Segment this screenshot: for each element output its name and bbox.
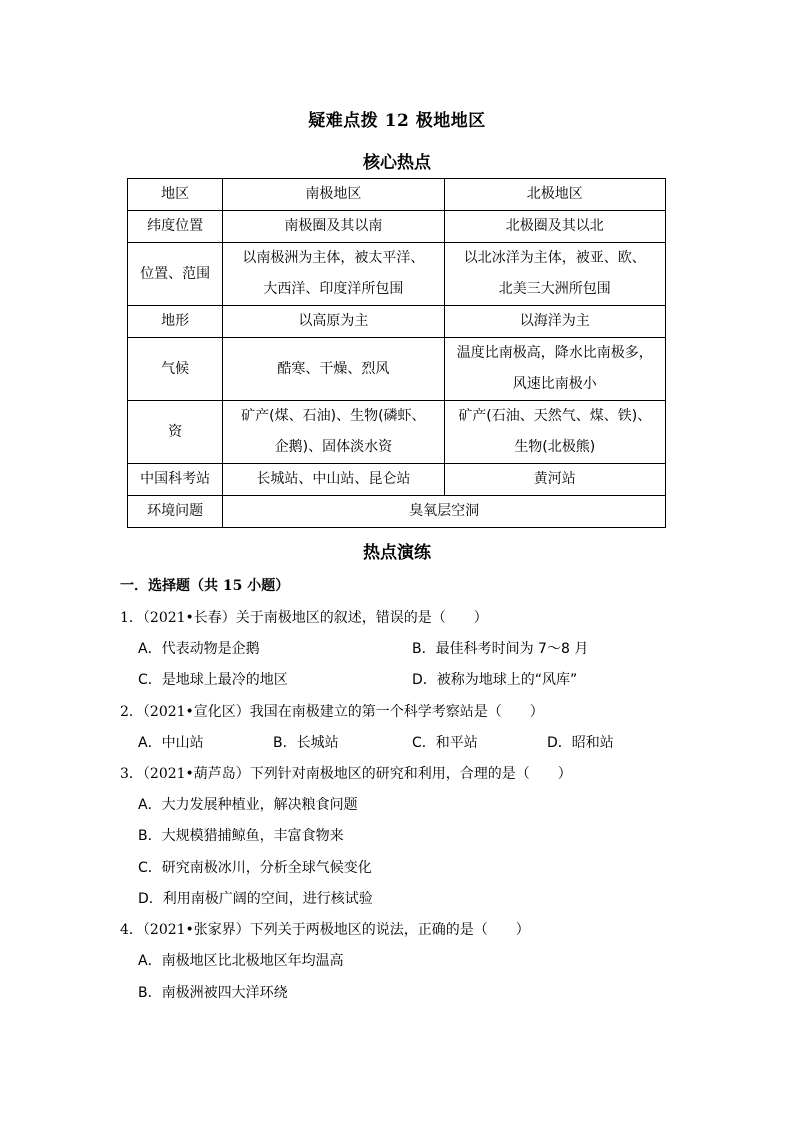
row-label: 位置、范围 [128, 243, 223, 306]
table-cell: 以高原为主 [223, 306, 444, 338]
table-row [128, 496, 666, 528]
row-label: 中国科考站 [128, 464, 223, 496]
question-stem: 1．（2021•长春）关于南极地区的叙述，错误的是（ ） [120, 610, 488, 626]
section-heading-practice: 热点演练 [363, 543, 431, 563]
table-row [128, 401, 666, 464]
table-cell: 矿产(煤、石油)、生物(磷虾、 企鹅)、固体淡水资 [223, 401, 444, 464]
table-row [128, 464, 666, 496]
answer-option[interactable]: A．中山站 [138, 735, 204, 751]
answer-option[interactable]: B．长城站 [273, 735, 339, 751]
table-cell: 以南极洲为主体，被太平洋、 大西洋、印度洋所包围 [223, 243, 444, 306]
answer-option[interactable]: C．是地球上最冷的地区 [138, 672, 288, 688]
question-stem: 4．（2021•张家界）下列关于两极地区的说法，正确的是（ ） [120, 922, 530, 938]
table-cell: 南极圈及其以南 [223, 211, 444, 243]
row-label: 环境问题 [128, 496, 223, 528]
table-cell: 温度比南极高，降水比南极多， 风速比南极小 [444, 338, 665, 401]
table-cell-merged: 臭氧层空洞 [223, 496, 666, 528]
table-cell: 以北冰洋为主体，被亚、欧、 北美三大洲所包围 [444, 243, 665, 306]
table-header-cell: 北极地区 [444, 179, 665, 211]
answer-option[interactable]: C．和平站 [412, 735, 478, 751]
row-label: 资 [128, 401, 223, 464]
table-cell: 矿产(石油、天然气、煤、铁)、 生物(北极熊) [444, 401, 665, 464]
table-header-cell: 地区 [128, 179, 223, 211]
section-heading-hot: 核心热点 [363, 153, 431, 173]
page-title: 疑难点拨 12 极地地区 [308, 111, 486, 131]
answer-option[interactable]: A．南极地区比北极地区年均温高 [138, 953, 344, 969]
section-heading-choice: 一．选择题（共 15 小题） [120, 578, 290, 594]
question-stem: 2．（2021•宣化区）我国在南极建立的第一个科学考察站是（ ） [120, 704, 544, 720]
row-label: 地形 [128, 306, 223, 338]
table-cell: 长城站、中山站、昆仑站 [223, 464, 444, 496]
table-row [128, 243, 666, 306]
row-label: 气候 [128, 338, 223, 401]
answer-option[interactable]: D．被称为地球上的“风库” [412, 672, 578, 688]
answer-option[interactable]: B．大规模猎捕鲸鱼，丰富食物来 [138, 828, 344, 844]
table-row [128, 306, 666, 338]
table-header-cell: 南极地区 [223, 179, 444, 211]
answer-option[interactable]: D．昭和站 [547, 735, 614, 751]
question-stem: 3．（2021•葫芦岛）下列针对南极地区的研究和利用，合理的是（ ） [120, 766, 572, 782]
answer-option[interactable]: A．代表动物是企鹅 [138, 641, 260, 657]
table-row [128, 211, 666, 243]
row-label: 纬度位置 [128, 211, 223, 243]
answer-option[interactable]: D．利用南极广阔的空间，进行核试验 [138, 891, 373, 907]
table-cell: 酷寒、干燥、烈风 [223, 338, 444, 401]
answer-option[interactable]: C．研究南极冰川，分析全球气候变化 [138, 860, 372, 876]
table-row [128, 338, 666, 401]
answer-option[interactable]: B．最佳科考时间为 7～8 月 [412, 641, 589, 657]
table-cell: 黄河站 [444, 464, 665, 496]
table-cell: 以海洋为主 [444, 306, 665, 338]
table-cell: 北极圈及其以北 [444, 211, 665, 243]
answer-option[interactable]: B．南极洲被四大洋环绕 [138, 985, 288, 1001]
comparison-table [127, 178, 666, 528]
table-header-row [128, 179, 666, 211]
answer-option[interactable]: A．大力发展种植业，解决粮食问题 [138, 797, 358, 813]
